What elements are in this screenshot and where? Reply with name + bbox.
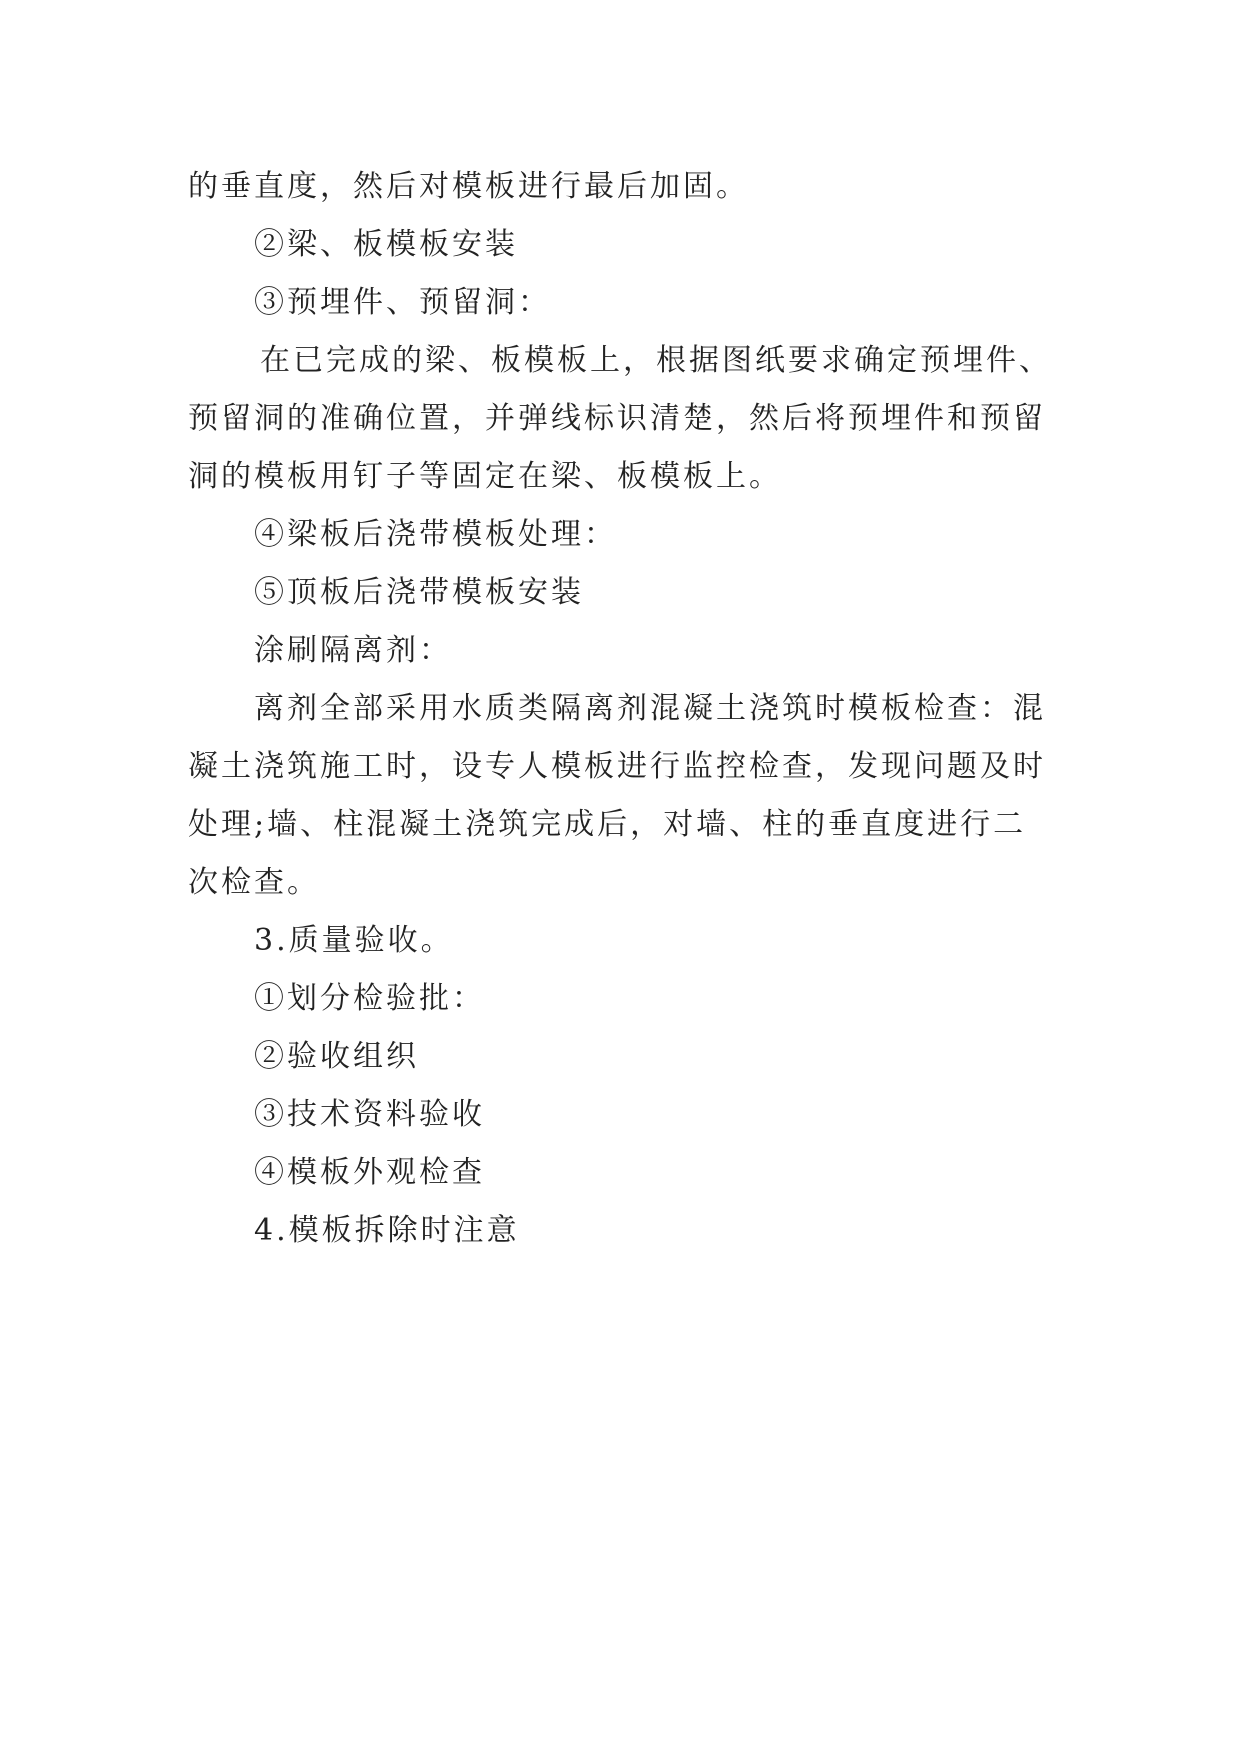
list-item-embedded-parts: ③预埋件、预留洞：: [254, 285, 551, 320]
list-item-roof-slab-strip: ⑤顶板后浇带模板安装: [254, 575, 584, 610]
paragraph-line: 预留洞的准确位置，并弹线标识清楚，然后将预埋件和预留: [188, 401, 1046, 436]
list-item-post-pour-strip: ④梁板后浇带模板处理：: [254, 517, 617, 552]
list-item-acceptance-organization: ②验收组织: [254, 1039, 419, 1074]
paragraph-line: 次检查。: [188, 865, 320, 900]
section-heading-quality-acceptance: 3.质量验收。: [254, 923, 454, 958]
document-body: [188, 158, 1058, 1260]
section-heading-formwork-removal: 4.模板拆除时注意: [254, 1213, 520, 1248]
section-heading-release-agent: 涂刷隔离剂：: [254, 633, 452, 668]
text-line: 的垂直度，然后对模板进行最后加固。: [188, 169, 749, 204]
paragraph-line: 洞的模板用钉子等固定在梁、板模板上。: [188, 459, 782, 494]
list-item-technical-documents: ③技术资料验收: [254, 1097, 485, 1132]
paragraph-line: 在已完成的梁、板模板上，根据图纸要求确定预埋件、: [260, 343, 1052, 378]
paragraph-line: 凝土浇筑施工时，设专人模板进行监控检查，发现问题及时: [188, 749, 1046, 784]
list-item-beam-slab-formwork: ②梁、板模板安装: [254, 227, 518, 262]
list-item-appearance-check: ④模板外观检查: [254, 1155, 485, 1190]
paragraph-line: 离剂全部采用水质类隔离剂混凝土浇筑时模板检查：混: [254, 691, 1046, 726]
paragraph-line: 处理;墙、柱混凝土浇筑完成后，对墙、柱的垂直度进行二: [188, 807, 1027, 842]
list-item-inspection-lot: ①划分检验批：: [254, 981, 485, 1016]
